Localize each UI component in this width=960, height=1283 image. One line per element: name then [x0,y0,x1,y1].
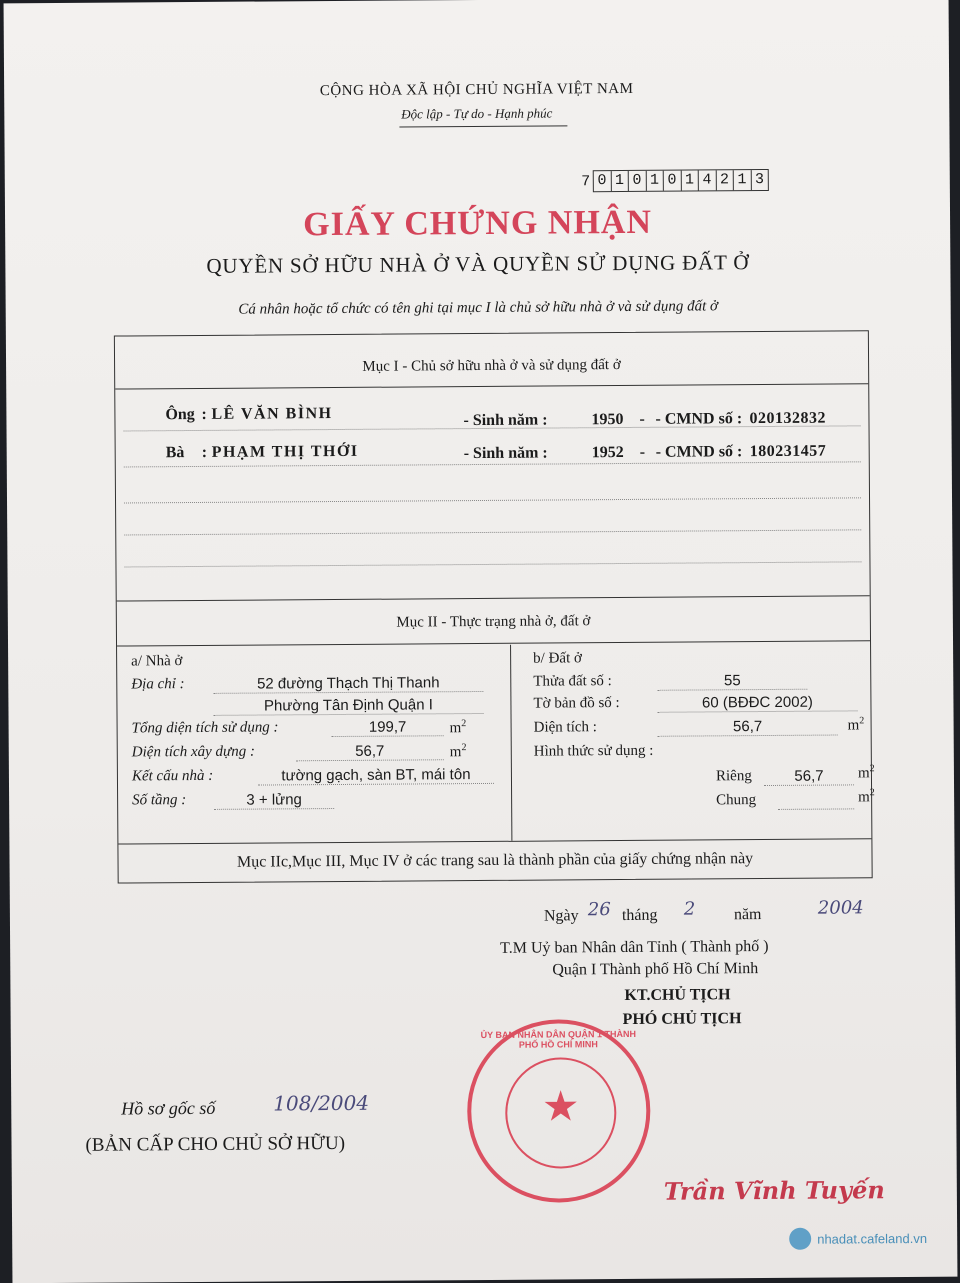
divider [118,838,871,844]
owner2-id: 180231457 [749,442,827,461]
built-area-label: Diện tích xây dựng : [131,743,255,761]
usage-label: Hình thức sử dụng : [533,742,654,760]
copy-note: (BẢN CẤP CHO CHỦ SỞ HỮU) [85,1132,346,1156]
serial-digit: 1 [646,171,664,191]
divider [115,383,868,389]
owner1-birth-label: - Sinh năm : [463,411,548,430]
land-area-unit: m [847,717,860,734]
country-name: CỘNG HÒA XÃ HỘI CHỦ NGHĨA VIỆT NAM [319,80,634,100]
date-year: 2004 [817,897,864,919]
floors-value: 3 + lửng [214,791,334,810]
serial-digit: 3 [754,171,765,189]
land-area-label: Diện tích : [533,719,597,736]
floors-label: Số tầng : [132,792,187,809]
date-day: 26 [587,899,611,921]
address-label: Địa chỉ : [131,676,185,693]
signature: Trần Vĩnh Tuyến [663,1175,885,1206]
dotted-line [124,497,861,503]
built-area-unit: m [449,744,462,761]
address-line1: 52 đường Thạch Thị Thanh [213,674,483,694]
divider [117,640,870,646]
seal-text: ỦY BAN NHÂN DÂN QUẬN 1 THÀNH PHỐ HỒ CHÍ MINH [480,1028,636,1050]
plot-value: 55 [657,672,807,691]
document-title: GIẤY CHỨNG NHẬN [303,203,653,244]
main-table: Mục I - Chủ sở hữu nhà ở và sử dụng đất ở Ông : LÊ VĂN BÌNH - Sinh năm : 1950 - - CMND số : 020132832 Bà : PHẠM THỊ THỚI - Sinh năm : 1952 - - CMND số : 180231457 Mục II - Thực trạng nhà ở, đất ở a/ Nhà ở Địa chỉ : 52 đường Thạch Thị Thanh Phường Tân Định Quận I Tổng diện tích sử dụng : 199,7 $m^2$ Diện tích xây dựng : 56,7 $m^2$ Kết cấu nhà : tường gạch, sàn BT, mái tôn Số tầng : 3 + lửng b/ Đất ở Thửa đất số : 55 Tờ bản đồ số : 60 (BĐĐC 2002) Diện tích : 56,7 $m^2$ Hình thức sử dụng : Riêng 56,7 $m^2$ Chung $m^2$ Mục IIc,Mục III, Mục IV ở các trang sau là thành phần của giấy chứng nhận này [114,330,873,883]
serial-digit: 1 [611,171,629,191]
motto-underline [399,125,567,127]
record-number: 108/2004 [273,1090,370,1116]
total-area-label: Tổng diện tích sử dụng : [131,719,279,737]
section2-heading: Mục II - Thực trạng nhà ở, đất ở [396,613,591,631]
column-divider [510,645,512,841]
seal-emblem [505,1057,617,1169]
authority-line4: PHÓ CHỦ TỊCH [622,1010,742,1029]
map-value: 60 (BĐĐC 2002) [657,693,857,712]
owner1-id-label: - CMND số : [655,410,743,428]
footer-note: Mục IIc,Mục III, Mục IV ở các trang sau là thành phần của giấy chứng nhận này [236,850,754,871]
authority-line1: T.M Uỷ ban Nhân dân Tỉnh ( Thành phố ) [500,937,769,957]
serial-digit: 1 [734,170,752,190]
private-label: Riêng [715,768,752,785]
owner2-title: Bà [165,444,185,462]
serial-digit: 2 [716,170,734,190]
total-area-value: 199,7 [332,718,444,737]
date-month: 2 [683,898,696,920]
land-area-value: 56,7 [658,718,838,737]
serial-digit: 0 [664,171,682,191]
total-area-unit: m [449,720,462,737]
structure-label: Kết cấu nhà : [131,767,214,785]
intro-text: Cá nhân hoặc tổ chức có tên ghi tại mục I là chủ sở hữu nhà ở và sử dụng đất ở [238,298,719,318]
national-motto: Độc lập - Tự do - Hạnh phúc [401,105,553,122]
owner2-id-label: - CMND số : [655,443,743,461]
structure-value: tường gạch, sàn BT, mái tôn [258,766,494,786]
private-unit: m [857,765,870,782]
owner1-birth-year: 1950 [591,410,624,429]
map-label: Tờ bản đồ số : [533,695,620,712]
dotted-line [124,561,861,567]
divider [117,595,870,601]
owner2-name: PHẠM THỊ THỚI [211,442,359,461]
owner2-birth-label: - Sinh năm : [463,444,548,463]
owner1-title: Ông [165,405,195,424]
serial-digit: 0 [629,171,647,191]
serial-digit: 1 [681,170,699,190]
document-subtitle: QUYỀN SỞ HỮU NHÀ Ở VÀ QUYỀN SỬ DỤNG ĐẤT Ở [206,250,750,278]
official-seal [467,1019,651,1203]
serial-digit: 0 [594,171,612,191]
dotted-line [124,529,861,535]
address-line2: Phường Tân Định Quận I [213,696,483,716]
built-area-value: 56,7 [296,742,444,761]
authority-line2: Quận I Thành phố Hồ Chí Minh [552,960,759,979]
owner1-id: 020132832 [749,409,827,428]
certificate-page [4,0,958,1283]
shared-value-line [778,791,854,810]
serial-box [593,169,769,192]
section1-heading: Mục I - Chủ sở hữu nhà ở và sử dụng đất ở [362,357,621,375]
date-day-label: Ngày [543,907,579,925]
authority-line3: KT.CHỦ TỊCH [624,986,731,1005]
record-label: Hồ sơ gốc số [121,1097,216,1119]
watermark: nhadat.cafeland.vn [817,1230,928,1247]
serial-digit: 4 [699,170,717,190]
home-icon [789,1228,811,1250]
owner1-name: LÊ VĂN BÌNH [211,405,333,423]
owner2-birth-year: 1952 [591,443,624,462]
shared-unit: m [858,789,870,806]
private-value: 56,7 [764,767,854,786]
plot-label: Thửa đất số : [533,673,612,690]
house-heading: a/ Nhà ở [131,653,183,670]
date-month-label: tháng [621,906,658,925]
shared-label: Chung [716,792,757,809]
date-year-label: năm [733,906,762,924]
serial-lead: 7 [581,172,591,190]
serial-number [579,170,769,191]
land-heading: b/ Đất ở [533,650,582,667]
star-icon: ★ [541,1084,580,1131]
